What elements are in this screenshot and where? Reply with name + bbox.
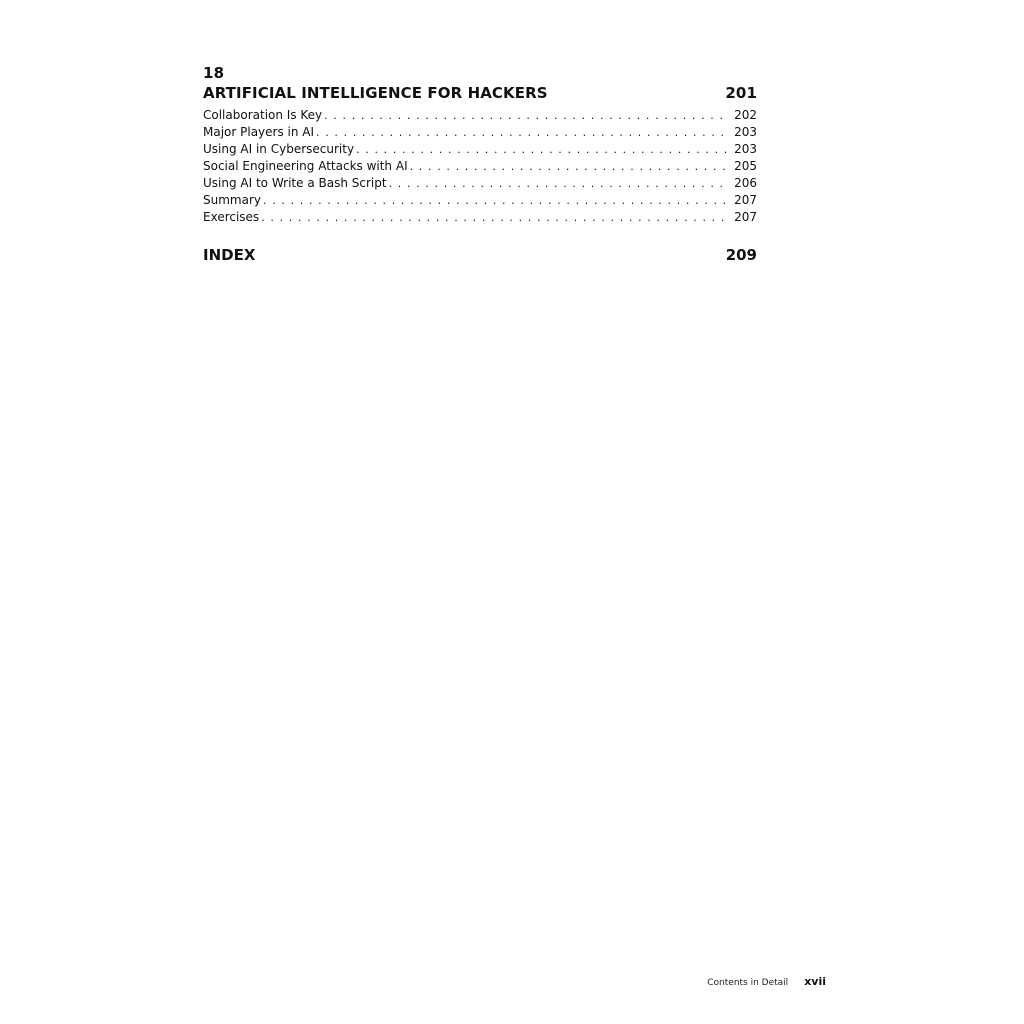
index-title: INDEX — [203, 246, 256, 264]
chapter-number: 18 — [203, 64, 225, 82]
dot-leader — [259, 209, 728, 226]
toc-entry-title: Social Engineering Attacks with AI — [203, 159, 408, 173]
toc-entry-page: 207 — [734, 210, 757, 224]
dot-leader — [261, 192, 728, 209]
toc-entry-page: 203 — [734, 125, 757, 139]
toc-entry-page: 207 — [734, 193, 757, 207]
toc-entry[interactable] — [203, 141, 757, 158]
dot-leader — [408, 158, 728, 175]
toc-entry[interactable] — [203, 192, 757, 209]
toc-entry-title: Exercises — [203, 210, 260, 224]
dot-leader — [387, 175, 729, 192]
dot-leader — [322, 107, 728, 124]
toc-entry-page: 203 — [734, 142, 757, 156]
toc-entry[interactable] — [203, 158, 757, 175]
toc-entry-title: Using AI to Write a Bash Script — [203, 176, 387, 190]
toc-entry-title: Summary — [203, 193, 261, 207]
toc-entry-page: 202 — [734, 108, 757, 122]
toc-entry[interactable] — [203, 124, 757, 141]
index-heading[interactable] — [203, 245, 757, 265]
toc-entry[interactable] — [203, 209, 757, 226]
chapter-title: ARTIFICIAL INTELLIGENCE FOR HACKERS — [203, 84, 548, 102]
toc-entry-title: Major Players in AI — [203, 125, 315, 139]
page-number: xvii — [804, 975, 826, 988]
toc-entry[interactable] — [203, 175, 757, 192]
toc-entry-title: Collaboration Is Key — [203, 108, 323, 122]
toc-entry-list — [203, 107, 757, 226]
page-footer — [640, 975, 826, 988]
chapter-page: 201 — [725, 84, 757, 102]
chapter-heading[interactable] — [203, 83, 757, 104]
toc-entry-title: Using AI in Cybersecurity — [203, 142, 355, 156]
index-page: 209 — [725, 246, 757, 264]
toc-entry[interactable] — [203, 107, 757, 124]
toc-entry-page: 205 — [734, 159, 757, 173]
dot-leader — [354, 141, 728, 158]
running-footer-label: Contents in Detail — [707, 978, 789, 988]
toc-entry-page: 206 — [734, 176, 757, 190]
dot-leader — [314, 124, 728, 141]
chapter-18 — [203, 64, 757, 226]
